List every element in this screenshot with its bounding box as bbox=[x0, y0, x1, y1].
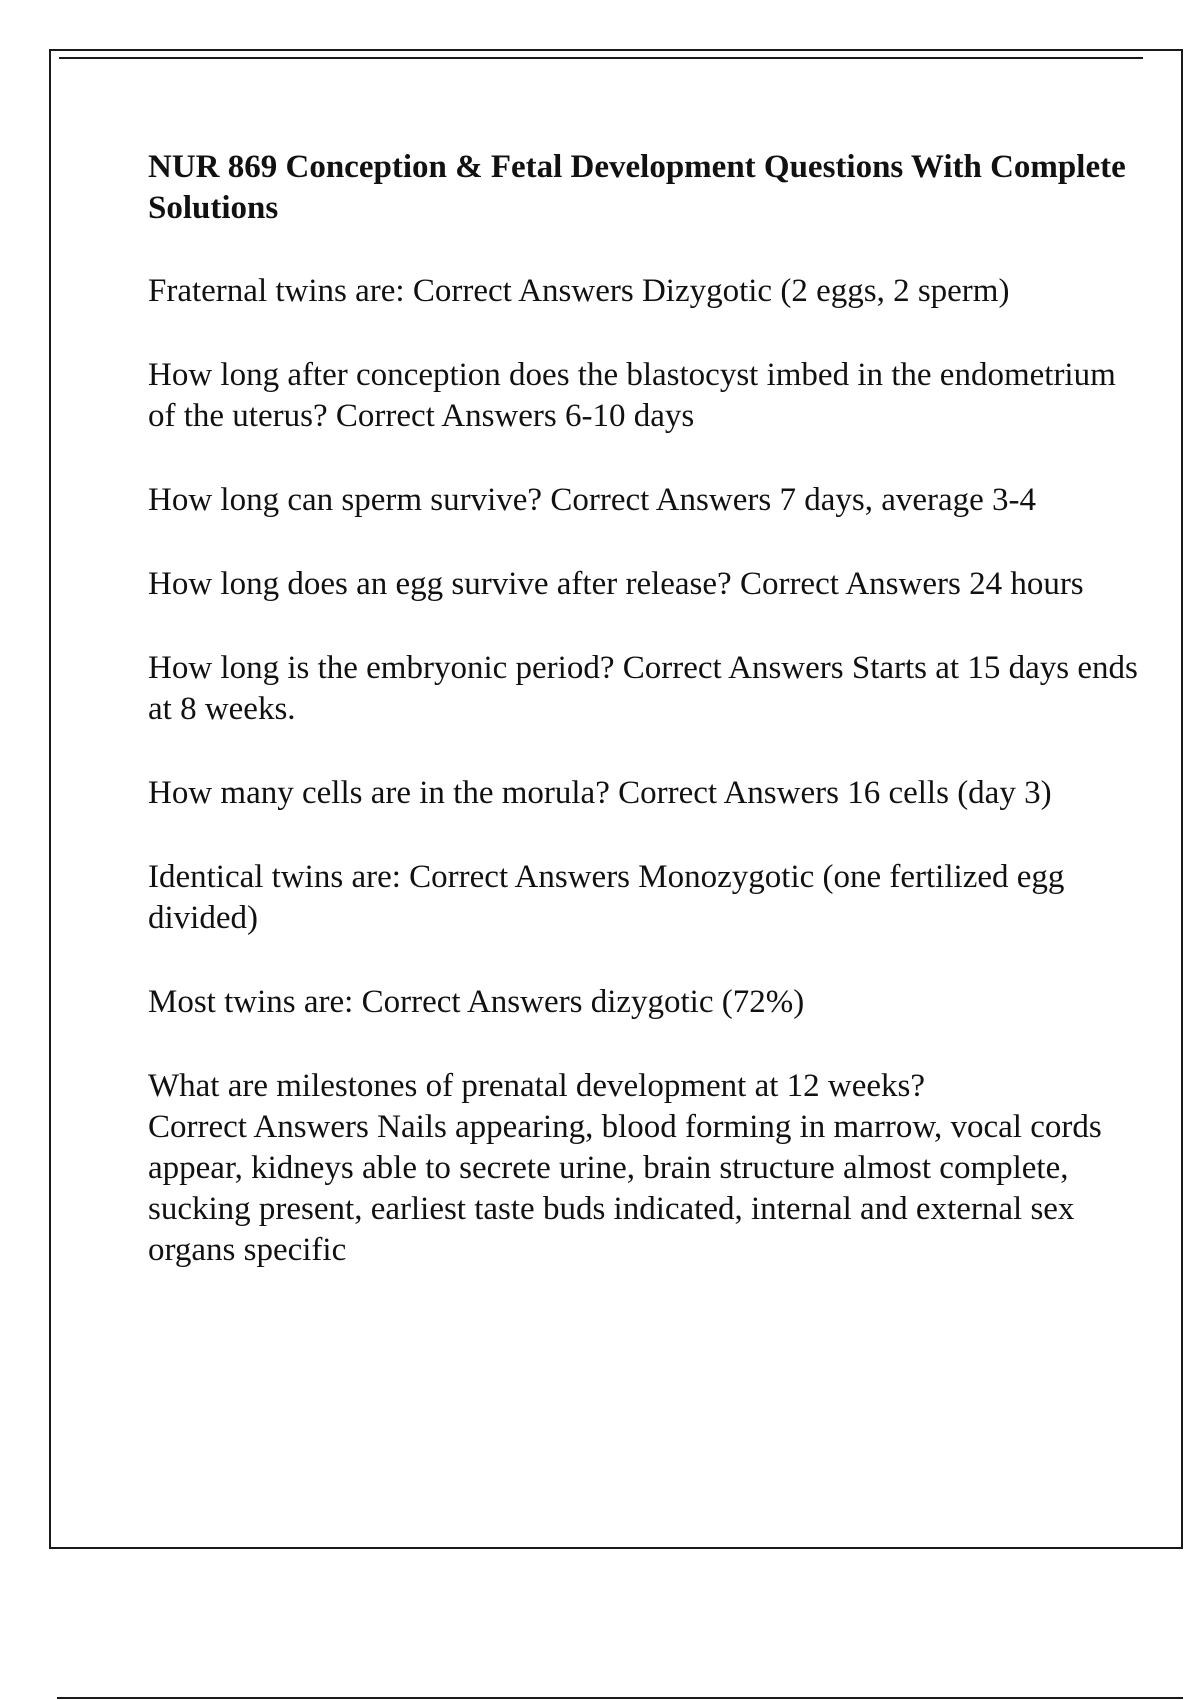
document-title: NUR 869 Conception & Fetal Development Questions With Complete Solutions bbox=[148, 149, 1126, 226]
answer-label: Correct Answers bbox=[409, 859, 631, 895]
answer-text: Dizygotic (2 eggs, 2 sperm) bbox=[641, 273, 1010, 309]
qa-item bbox=[148, 982, 1138, 1023]
qa-item bbox=[148, 480, 1138, 521]
question-text: Most twins are: bbox=[148, 984, 354, 1020]
answer-label: Correct Answers bbox=[618, 775, 839, 811]
answer-text: 16 cells (day 3) bbox=[847, 775, 1052, 811]
qa-item bbox=[148, 1066, 1138, 1271]
answer-label: Correct Answers bbox=[335, 398, 557, 434]
question-text: How long does an egg survive after release? bbox=[148, 566, 732, 602]
qa-item bbox=[148, 773, 1138, 814]
answer-text: 24 hours bbox=[969, 566, 1084, 602]
question-text: What are milestones of prenatal development at 12 weeks? bbox=[148, 1068, 926, 1104]
answer-text: Monozygotic (one fertilized egg divided) bbox=[148, 859, 1073, 936]
question-text: Fraternal twins are: bbox=[148, 273, 405, 309]
document-content bbox=[148, 147, 1147, 1314]
bottom-rule bbox=[57, 1697, 1183, 1699]
question-text: How long after conception does the blastocyst imbed in the endometrium of the uterus? bbox=[148, 357, 1125, 434]
answer-text: Nails appearing, blood forming in marrow, vocal cords appear, kidneys able to secrete urine, brain structure almost complete, sucking present, earliest taste buds indicated, internal and external sex organs specific bbox=[148, 1109, 1110, 1268]
question-text: How long is the embryonic period? bbox=[148, 650, 615, 686]
answer-label: Correct Answers bbox=[622, 650, 844, 686]
page-frame bbox=[49, 49, 1183, 1549]
qa-item bbox=[148, 648, 1147, 730]
top-rule bbox=[59, 57, 1143, 59]
answer-text: 6-10 days bbox=[564, 398, 695, 434]
answer-label: Correct Answers bbox=[412, 273, 634, 309]
answer-text: dizygotic (72%) bbox=[590, 984, 805, 1020]
answer-text: Starts at 15 days ends at 8 weeks. bbox=[148, 650, 1147, 727]
question-text: How long can sperm survive? bbox=[148, 482, 543, 518]
answer-label: Correct Answers bbox=[739, 566, 961, 602]
qa-item bbox=[148, 271, 1138, 312]
qa-item bbox=[148, 564, 1138, 605]
answer-label: Correct Answers bbox=[550, 482, 772, 518]
question-text: How many cells are in the morula? bbox=[148, 775, 610, 811]
answer-text: 7 days, average 3-4 bbox=[779, 482, 1037, 518]
qa-item bbox=[148, 355, 1138, 437]
answer-label: Correct Answers bbox=[148, 1109, 369, 1145]
question-text: Identical twins are: bbox=[148, 859, 401, 895]
answer-label: Correct Answers bbox=[361, 984, 583, 1020]
qa-item bbox=[148, 857, 1138, 939]
